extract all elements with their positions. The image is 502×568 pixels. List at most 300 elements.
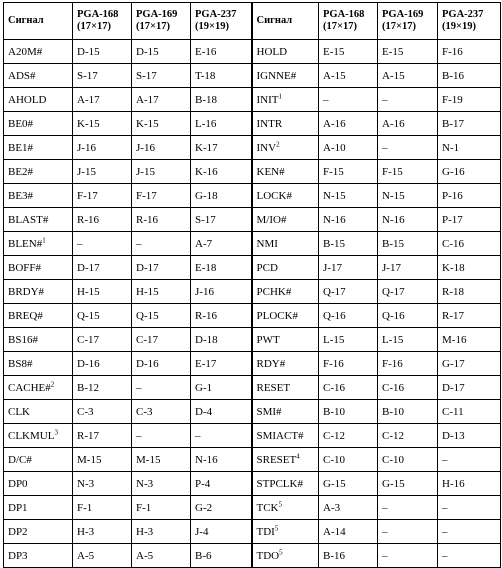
pin-value: – <box>136 237 142 250</box>
pin-cell-p237 <box>191 256 252 280</box>
pin-value: G-1 <box>195 381 213 394</box>
header-name: PGA-169 <box>136 9 178 20</box>
header-name: PGA-168 <box>323 9 365 20</box>
pin-cell-p168 <box>73 496 132 520</box>
signal-name: BS8# <box>8 357 33 370</box>
pin-cell-p237 <box>438 232 501 256</box>
pin-cell-p237 <box>191 64 252 88</box>
pin-value: B-10 <box>323 405 345 418</box>
table-row <box>4 64 501 88</box>
pin-cell-p168 <box>319 232 378 256</box>
signal-cell <box>252 400 319 424</box>
footnote-mark: 2 <box>276 139 280 148</box>
pin-value: G-2 <box>195 501 213 514</box>
pin-value: F-16 <box>382 357 403 370</box>
signal-name: DP1 <box>8 501 28 514</box>
pin-cell-p168 <box>319 472 378 496</box>
pin-cell-p237 <box>191 184 252 208</box>
pin-cell-p169 <box>132 256 191 280</box>
signal-cell <box>252 40 319 64</box>
column-header-package <box>438 3 501 40</box>
pin-value: N-15 <box>382 189 405 202</box>
signal-cell <box>4 376 73 400</box>
signal-cell <box>4 328 73 352</box>
pin-value: N-15 <box>323 189 346 202</box>
signal-name: CLKMUL <box>8 429 55 442</box>
signal-name: DP3 <box>8 549 28 562</box>
pin-cell-p168 <box>73 544 132 568</box>
pin-cell-p168 <box>319 376 378 400</box>
column-header-package <box>378 3 438 40</box>
pin-value: R-17 <box>77 429 99 442</box>
column-header-signal <box>252 3 319 40</box>
pin-value: C-11 <box>442 405 464 418</box>
pin-cell-p237 <box>438 520 501 544</box>
pin-cell-p237 <box>438 376 501 400</box>
pin-value: D-13 <box>442 429 465 442</box>
table-row <box>4 304 501 328</box>
pin-cell-p169 <box>132 160 191 184</box>
pin-value: J-17 <box>323 261 342 274</box>
pin-cell-p168 <box>73 256 132 280</box>
pin-cell-p237 <box>191 544 252 568</box>
pin-cell-p169 <box>378 256 438 280</box>
pin-cell-p237 <box>438 424 501 448</box>
pin-cell-p237 <box>191 208 252 232</box>
pin-value: H-15 <box>136 285 159 298</box>
pin-cell-p169 <box>132 424 191 448</box>
signal-name: INTR <box>256 117 283 130</box>
signal-name: PCHK# <box>256 285 292 298</box>
pin-cell-p169 <box>378 448 438 472</box>
pin-value: E-18 <box>195 261 217 274</box>
signal-cell <box>252 280 319 304</box>
pin-cell-p168 <box>319 64 378 88</box>
pin-cell-p169 <box>378 232 438 256</box>
pin-value: R-16 <box>77 213 99 226</box>
signal-cell <box>252 376 319 400</box>
pin-cell-p237 <box>438 280 501 304</box>
pin-cell-p169 <box>378 352 438 376</box>
signal-name: BE3# <box>8 189 34 202</box>
pin-cell-p237 <box>191 88 252 112</box>
signal-cell <box>252 208 319 232</box>
pin-cell-p237 <box>191 352 252 376</box>
table-row <box>4 256 501 280</box>
pin-cell-p169 <box>132 448 191 472</box>
signal-cell <box>252 544 319 568</box>
pin-cell-p168 <box>319 112 378 136</box>
signal-name: PWT <box>256 333 280 346</box>
pin-cell-p169 <box>132 376 191 400</box>
table-row <box>4 136 501 160</box>
pin-cell-p169 <box>378 496 438 520</box>
pin-value: L-16 <box>195 117 217 130</box>
signal-cell <box>4 88 73 112</box>
pin-value: D-17 <box>77 261 100 274</box>
pin-cell-p168 <box>73 40 132 64</box>
pin-cell-p237 <box>191 520 252 544</box>
pin-cell-p169 <box>132 112 191 136</box>
pin-value: D-15 <box>77 45 100 58</box>
table-row <box>4 544 501 568</box>
pin-value: J-15 <box>136 165 155 178</box>
pin-cell-p168 <box>73 304 132 328</box>
pin-cell-p169 <box>378 112 438 136</box>
pin-cell-p168 <box>319 184 378 208</box>
pin-cell-p169 <box>378 424 438 448</box>
pin-value: N-16 <box>382 213 405 226</box>
signal-name: BOFF# <box>8 261 42 274</box>
pin-value: P-4 <box>195 477 211 490</box>
signal-name: AHOLD <box>8 93 47 106</box>
pin-value: S-17 <box>195 213 216 226</box>
pin-value: R-16 <box>136 213 158 226</box>
pin-cell-p237 <box>191 304 252 328</box>
header-grid-size: (17×17) <box>382 21 416 32</box>
signal-cell <box>252 520 319 544</box>
pin-cell-p169 <box>378 88 438 112</box>
pin-value: N-16 <box>323 213 346 226</box>
pin-value: G-17 <box>442 357 465 370</box>
pin-value: R-16 <box>195 309 217 322</box>
table-row <box>4 160 501 184</box>
pin-value: – <box>136 429 142 442</box>
pin-cell-p169 <box>132 232 191 256</box>
pin-value: J-15 <box>77 165 96 178</box>
signal-cell <box>252 424 319 448</box>
pin-cell-p168 <box>319 400 378 424</box>
signal-cell <box>4 472 73 496</box>
signal-cell <box>4 280 73 304</box>
pin-value: – <box>442 501 448 514</box>
table-row <box>4 88 501 112</box>
pin-cell-p169 <box>132 64 191 88</box>
pin-value: C-16 <box>323 381 345 394</box>
signal-name: BE0# <box>8 117 34 130</box>
pin-value: A-15 <box>382 69 405 82</box>
pin-value: R-18 <box>442 285 464 298</box>
pin-cell-p237 <box>191 376 252 400</box>
pin-value: Q-17 <box>382 285 405 298</box>
signal-cell <box>4 184 73 208</box>
signal-name: TCK <box>256 501 279 514</box>
pin-value: D-17 <box>442 381 465 394</box>
pin-value: A-17 <box>136 93 159 106</box>
pin-cell-p169 <box>378 472 438 496</box>
pin-value: S-17 <box>136 69 157 82</box>
signal-cell <box>252 328 319 352</box>
signal-cell <box>252 88 319 112</box>
pin-cell-p168 <box>319 304 378 328</box>
pin-value: G-18 <box>195 189 218 202</box>
pin-cell-p168 <box>73 88 132 112</box>
pin-value: D-4 <box>195 405 213 418</box>
pin-value: C-16 <box>442 237 464 250</box>
pin-value: C-10 <box>323 453 345 466</box>
pin-value: – <box>136 381 142 394</box>
pin-cell-p237 <box>191 280 252 304</box>
signal-name: BREQ# <box>8 309 43 322</box>
signal-cell <box>4 136 73 160</box>
pin-value: H-3 <box>77 525 95 538</box>
signal-cell <box>252 352 319 376</box>
pin-value: G-16 <box>442 165 465 178</box>
pin-value: H-3 <box>136 525 154 538</box>
pin-cell-p168 <box>319 88 378 112</box>
pin-value: C-17 <box>136 333 158 346</box>
table-row <box>4 40 501 64</box>
table-row <box>4 376 501 400</box>
header-grid-size: (17×17) <box>136 21 170 32</box>
signal-name: RDY# <box>256 357 286 370</box>
pin-value: F-15 <box>323 165 344 178</box>
pin-cell-p237 <box>191 232 252 256</box>
pin-cell-p237 <box>191 160 252 184</box>
footnote-mark: 5 <box>274 523 279 532</box>
signal-name: TDI <box>256 525 275 538</box>
pin-cell-p237 <box>191 400 252 424</box>
pin-value: P-16 <box>442 189 463 202</box>
signal-name: DP0 <box>8 477 28 490</box>
pin-value: A-5 <box>136 549 154 562</box>
pin-value: E-16 <box>195 45 217 58</box>
pin-cell-p237 <box>438 544 501 568</box>
pin-value: C-16 <box>382 381 404 394</box>
pin-cell-p168 <box>73 208 132 232</box>
pin-value: M-16 <box>442 333 467 346</box>
signal-name: BRDY# <box>8 285 45 298</box>
signal-cell <box>4 160 73 184</box>
pin-value: N-3 <box>77 477 95 490</box>
pin-cell-p168 <box>319 448 378 472</box>
pin-value: A-16 <box>323 117 346 130</box>
pin-cell-p237 <box>191 424 252 448</box>
signal-name: PLOCK# <box>256 309 299 322</box>
pin-cell-p168 <box>319 208 378 232</box>
pin-cell-p168 <box>319 280 378 304</box>
header-name: Сигнал <box>256 15 293 26</box>
header-grid-size: (19×19) <box>195 21 229 32</box>
column-header-package <box>191 3 252 40</box>
pin-cell-p169 <box>378 64 438 88</box>
table-row <box>4 328 501 352</box>
signal-cell <box>252 112 319 136</box>
pin-cell-p168 <box>73 376 132 400</box>
pin-value: J-16 <box>195 285 214 298</box>
pin-value: C-12 <box>323 429 345 442</box>
pin-value: C-3 <box>77 405 94 418</box>
pin-cell-p237 <box>438 184 501 208</box>
pin-value: G-15 <box>323 477 346 490</box>
signal-name: DP2 <box>8 525 28 538</box>
table-row <box>4 520 501 544</box>
pin-cell-p168 <box>319 328 378 352</box>
table-row <box>4 424 501 448</box>
pin-value: N-1 <box>442 141 460 154</box>
pin-cell-p169 <box>132 280 191 304</box>
pin-cell-p168 <box>319 40 378 64</box>
signal-cell <box>4 40 73 64</box>
pin-cell-p168 <box>73 472 132 496</box>
signal-cell <box>4 232 73 256</box>
pin-value: N-16 <box>195 453 218 466</box>
pin-cell-p169 <box>132 136 191 160</box>
pin-value: F-17 <box>136 189 157 202</box>
pin-value: – <box>382 549 388 562</box>
footnote-mark: 2 <box>50 379 55 388</box>
signal-name: PCD <box>256 261 278 274</box>
pin-value: B-12 <box>77 381 99 394</box>
pin-cell-p237 <box>191 112 252 136</box>
pin-cell-p169 <box>378 520 438 544</box>
pin-value: F-16 <box>323 357 344 370</box>
signal-name: STPCLK# <box>256 477 303 490</box>
table-row <box>4 472 501 496</box>
pin-cell-p237 <box>438 208 501 232</box>
pin-value: A-16 <box>382 117 405 130</box>
pin-cell-p237 <box>191 496 252 520</box>
signal-cell <box>4 544 73 568</box>
signal-name: M/IO# <box>256 213 287 226</box>
pin-value: Q-17 <box>323 285 346 298</box>
pin-cell-p169 <box>378 304 438 328</box>
header-grid-size: (19×19) <box>442 21 476 32</box>
pin-cell-p168 <box>73 520 132 544</box>
pin-cell-p169 <box>378 160 438 184</box>
pin-value: F-16 <box>442 45 463 58</box>
header-name: Сигнал <box>8 15 44 26</box>
pin-value: – <box>442 549 448 562</box>
pin-value: – <box>323 93 329 106</box>
signal-name: TDO <box>256 549 280 562</box>
signal-cell <box>4 448 73 472</box>
pin-cell-p237 <box>438 496 501 520</box>
pin-cell-p237 <box>191 136 252 160</box>
pin-value: R-17 <box>442 309 464 322</box>
pin-cell-p237 <box>438 88 501 112</box>
pin-value: D-16 <box>77 357 100 370</box>
pin-value: C-3 <box>136 405 153 418</box>
pin-value: – <box>195 429 201 442</box>
pin-value: M-15 <box>77 453 102 466</box>
signal-cell <box>4 304 73 328</box>
pin-value: S-17 <box>77 69 98 82</box>
pin-value: B-6 <box>195 549 212 562</box>
pin-cell-p168 <box>73 136 132 160</box>
column-header-package <box>73 3 132 40</box>
pin-value: B-16 <box>442 69 464 82</box>
pin-cell-p168 <box>319 520 378 544</box>
pin-value: P-17 <box>442 213 463 226</box>
pin-value: Q-15 <box>136 309 159 322</box>
pin-value: A-15 <box>323 69 346 82</box>
pin-cell-p169 <box>132 88 191 112</box>
pin-value: B-17 <box>442 117 464 130</box>
pin-cell-p169 <box>378 400 438 424</box>
pin-value: B-18 <box>195 93 217 106</box>
signal-cell <box>4 208 73 232</box>
signal-cell <box>252 184 319 208</box>
pin-cell-p169 <box>132 520 191 544</box>
pin-value: L-15 <box>323 333 345 346</box>
pin-cell-p169 <box>132 472 191 496</box>
signal-name: IGNNE# <box>256 69 297 82</box>
pin-cell-p169 <box>132 208 191 232</box>
signal-cell <box>4 64 73 88</box>
pin-cell-p169 <box>378 136 438 160</box>
pin-cell-p168 <box>319 352 378 376</box>
signal-cell <box>252 256 319 280</box>
column-header-package <box>319 3 378 40</box>
pin-cell-p169 <box>378 376 438 400</box>
table-row <box>4 448 501 472</box>
pin-value: K-18 <box>442 261 465 274</box>
pin-cell-p168 <box>73 160 132 184</box>
signal-name: CLK <box>8 405 30 418</box>
pin-value: C-12 <box>382 429 404 442</box>
pin-value: E-15 <box>382 45 404 58</box>
pin-value: G-15 <box>382 477 405 490</box>
table-body <box>4 40 501 568</box>
pin-value: – <box>442 525 448 538</box>
pin-value: A-3 <box>323 501 341 514</box>
footnote-mark: 3 <box>54 427 58 436</box>
pin-value: F-17 <box>77 189 98 202</box>
pin-cell-p237 <box>438 304 501 328</box>
signal-name: HOLD <box>256 45 288 58</box>
pin-cell-p169 <box>132 328 191 352</box>
pin-value: D-17 <box>136 261 159 274</box>
pin-cell-p168 <box>73 328 132 352</box>
signal-cell <box>4 352 73 376</box>
pin-value: D-15 <box>136 45 159 58</box>
pin-value: J-17 <box>382 261 401 274</box>
signal-name: RESET <box>256 381 291 394</box>
pin-value: K-17 <box>195 141 218 154</box>
column-header-package <box>132 3 191 40</box>
signal-name: BE1# <box>8 141 34 154</box>
pin-cell-p169 <box>132 544 191 568</box>
pin-value: F-1 <box>136 501 152 514</box>
signal-cell <box>252 448 319 472</box>
pin-cell-p237 <box>438 112 501 136</box>
signal-cell <box>4 496 73 520</box>
signal-name: NMI <box>256 237 278 250</box>
signal-name: LOCK# <box>256 189 292 202</box>
pin-value: Q-15 <box>77 309 100 322</box>
table-row <box>4 208 501 232</box>
pin-cell-p168 <box>73 184 132 208</box>
pin-cell-p168 <box>319 160 378 184</box>
signal-name: SMIACT# <box>256 429 304 442</box>
signal-cell <box>4 112 73 136</box>
pin-cell-p237 <box>438 400 501 424</box>
signal-cell <box>252 64 319 88</box>
signal-name: INV <box>256 141 277 154</box>
pin-cell-p169 <box>132 304 191 328</box>
table-row <box>4 112 501 136</box>
pin-cell-p168 <box>73 400 132 424</box>
signal-cell <box>252 496 319 520</box>
signal-name: ADS# <box>8 69 36 82</box>
signal-cell <box>252 304 319 328</box>
table-row <box>4 352 501 376</box>
signal-cell <box>4 256 73 280</box>
pin-value: E-17 <box>195 357 217 370</box>
pin-value: F-1 <box>77 501 93 514</box>
pin-value: B-15 <box>323 237 345 250</box>
